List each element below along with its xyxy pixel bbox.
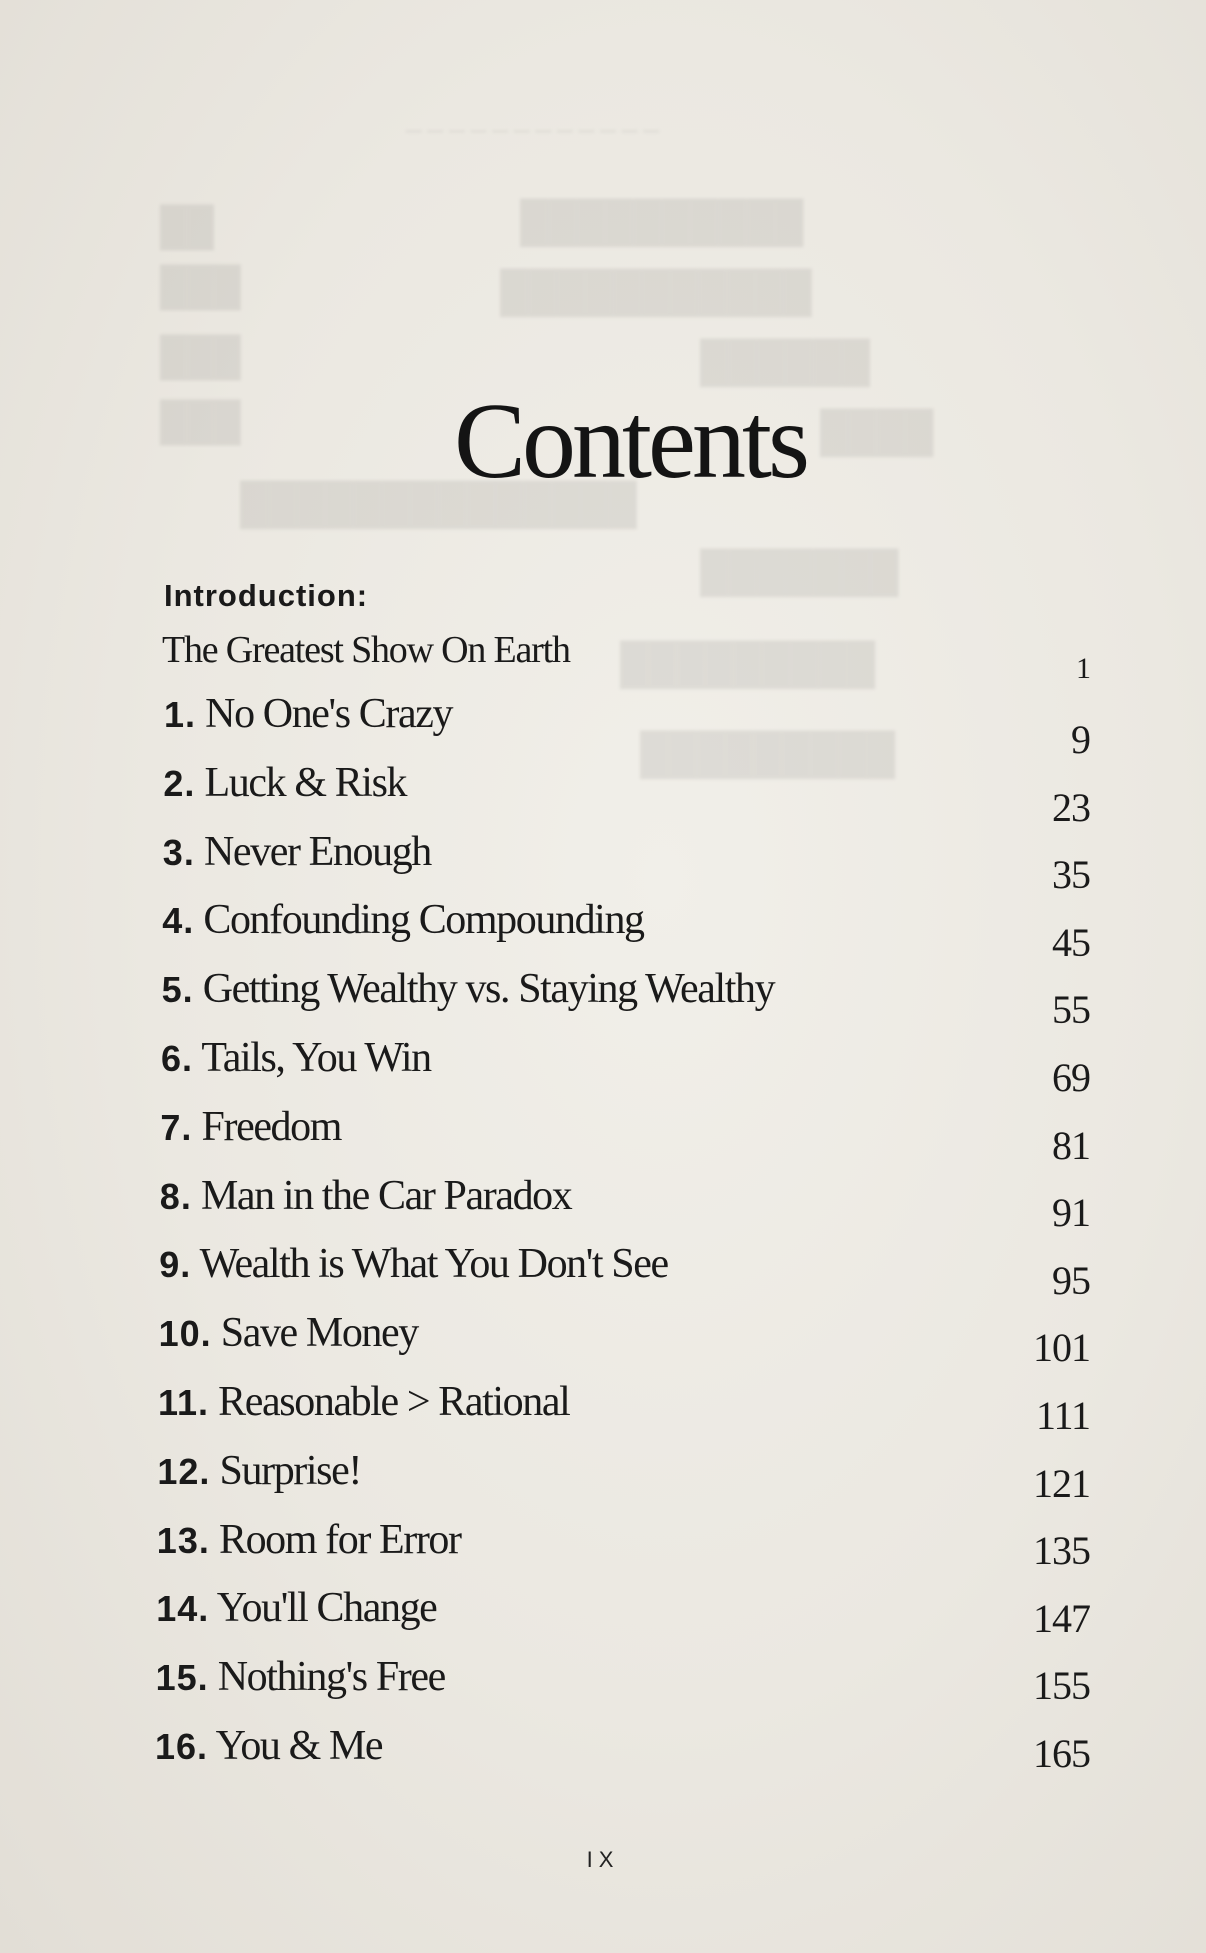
toc-chapter-5 [162,965,775,1013]
chapter-page-number: 155 [1033,1663,1090,1709]
toc-chapter-11 [158,1378,569,1426]
toc-chapter-9 [159,1240,668,1288]
chapter-title: Reasonable > Rational [218,1379,570,1425]
chapter-page-number: 45 [1052,919,1090,965]
chapter-title: Never Enough [203,828,431,875]
toc-chapter-13 [157,1516,461,1564]
chapter-page-number: 81 [1052,1122,1090,1168]
chapter-page-number: 135 [1033,1528,1090,1574]
chapter-number: 4. [162,900,195,942]
chapter-number: 1. [164,694,197,735]
chapter-number: 7. [160,1106,193,1148]
chapter-title: No One's Crazy [205,691,453,737]
chapter-page-number: 165 [1033,1731,1090,1776]
chapter-page-number: 121 [1033,1460,1090,1506]
chapter-number: 6. [161,1038,194,1079]
chapter-page-number: 35 [1052,852,1090,898]
chapter-page-number: 147 [1033,1595,1090,1641]
toc-chapter-2 [163,759,406,807]
page-title: Contents [453,382,806,501]
chapter-title: Freedom [201,1103,342,1150]
toc-chapter-16 [155,1722,382,1770]
chapter-title: Tails, You Win [201,1035,431,1081]
toc-chapter-1 [164,690,452,738]
toc-chapter-15 [156,1653,445,1701]
chapter-number: 11. [158,1382,210,1423]
chapter-number: 8. [159,1175,192,1217]
toc-chapter-12 [157,1447,361,1495]
chapter-number: 12. [157,1450,211,1492]
toc-chapter-6 [161,1034,431,1082]
chapter-page-number: 9 [1071,717,1090,762]
chapter-title: You & Me [215,1723,383,1769]
chapter-title: Save Money [220,1310,418,1357]
introduction-title: The Greatest Show On Earth [162,629,570,671]
chapter-title: Nothing's Free [217,1654,445,1701]
chapter-page-number: 111 [1035,1393,1090,1438]
chapter-number: 10. [158,1313,212,1355]
chapter-title: Room for Error [218,1516,461,1563]
chapter-title: Wealth is What You Don't See [199,1241,668,1288]
chapter-number: 2. [163,762,196,804]
chapter-number: 13. [156,1519,210,1561]
toc-chapter-4 [162,896,643,944]
chapter-page-number: 69 [1052,1055,1090,1100]
chapter-page-number: 23 [1052,784,1090,830]
chapter-page-number: 95 [1052,1257,1090,1303]
chapter-number: 14. [156,1588,210,1630]
chapter-title: Getting Wealthy vs. Staying Wealthy [202,966,775,1013]
toc-chapter-8 [160,1172,572,1220]
chapter-page-number: 91 [1052,1190,1090,1236]
chapter-title: Confounding Compounding [203,897,644,944]
chapter-page-number: 101 [1033,1325,1090,1371]
bleed-through-text: ──────────── ██████████ ███████████ ██████ ████ ██████████████ ███████ █████████ █████████ ██ ███ ███ ███ [160,118,934,776]
introduction-page-number: 1 [1076,652,1091,685]
chapter-title: Surprise! [219,1447,361,1494]
chapter-number: 9. [159,1244,192,1286]
toc-chapter-10 [159,1309,418,1357]
chapter-title: Luck & Risk [204,759,407,806]
chapter-number: 5. [161,969,194,1011]
toc-chapter-7 [160,1103,341,1151]
chapter-number: 16. [155,1726,209,1767]
toc-chapter-3 [163,828,431,876]
chapter-title: Man in the Car Paradox [200,1172,572,1219]
introduction-label: Introduction: [164,578,369,613]
chapter-page-number: 55 [1052,987,1090,1033]
chapter-number: 3. [162,831,195,873]
chapter-title: You'll Change [216,1585,437,1632]
chapter-number: 15. [155,1657,209,1699]
page-folio: IX [586,1847,620,1872]
toc-chapter-14 [156,1584,436,1632]
